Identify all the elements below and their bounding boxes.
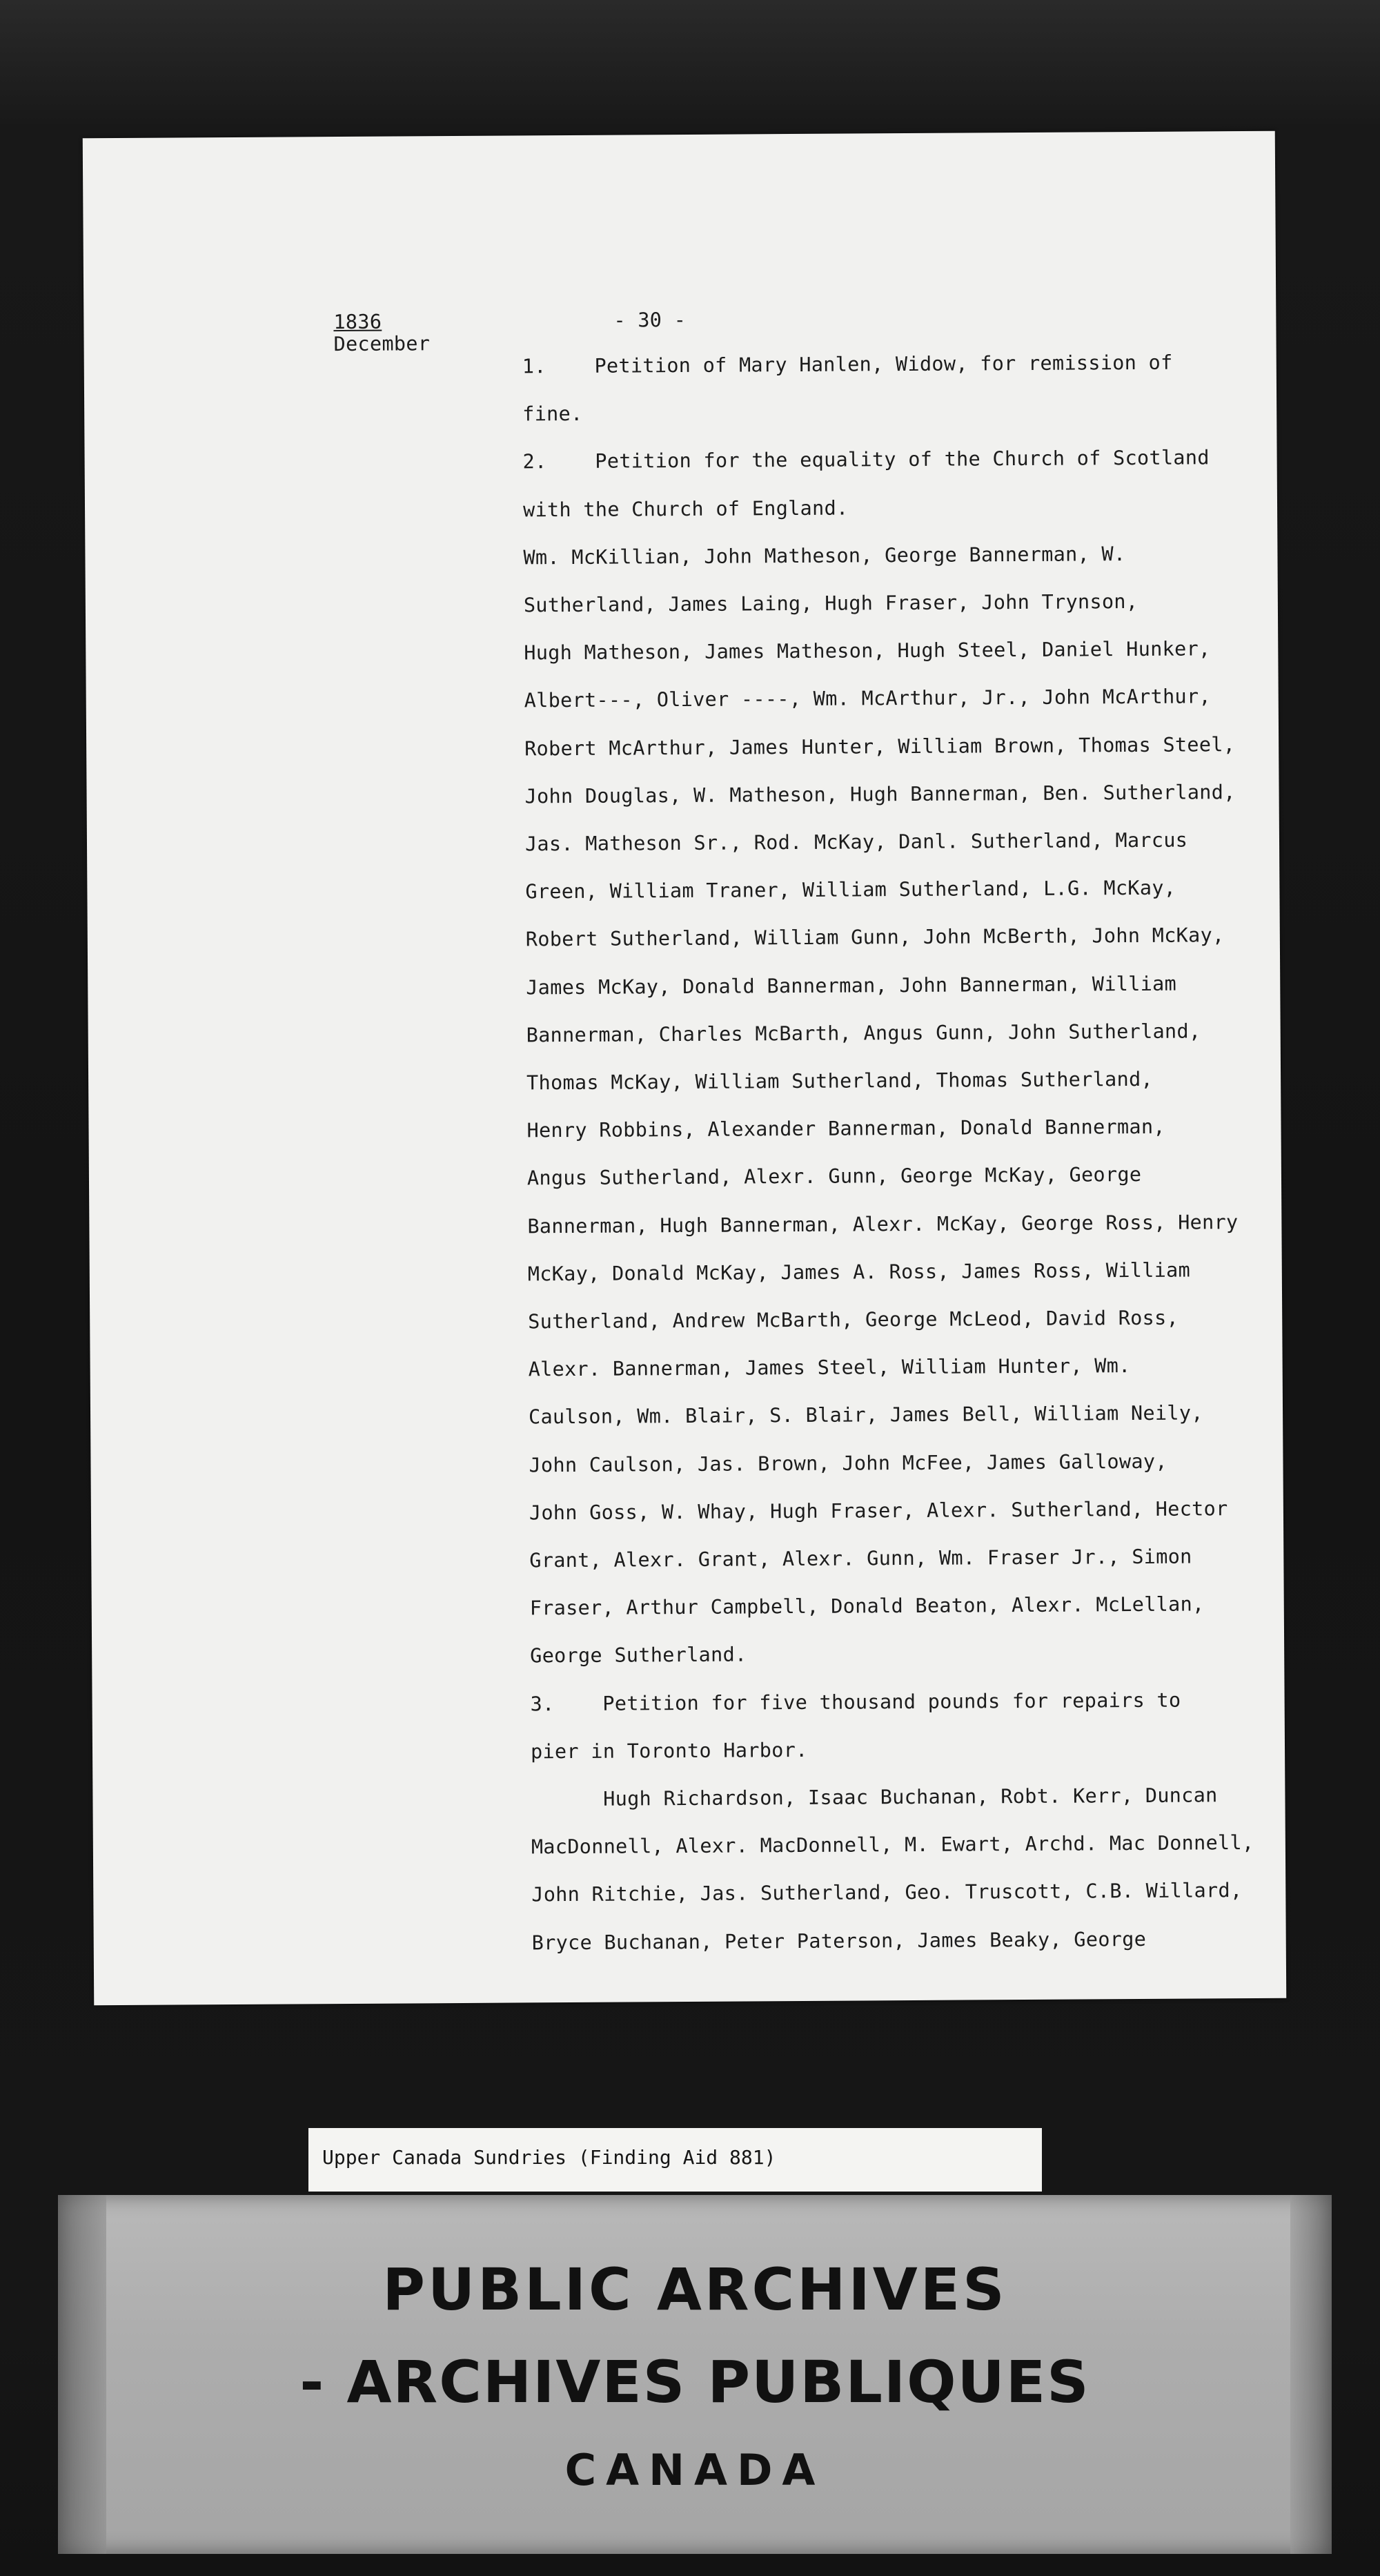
document-line: Fraser, Arthur Campbell, Donald Beaton, Alexr. McLellan, [529, 1592, 1205, 1620]
document-line: Wm. McKillian, John Matheson, George Bannerman, W. [523, 543, 1126, 569]
document-line: Caulson, Wm. Blair, S. Blair, James Bell, William Neily, [528, 1401, 1203, 1429]
document-line: Sutherland, Andrew McBarth, George McLeod, David Ross, [528, 1306, 1179, 1334]
document-line: Jas. Matheson Sr., Rod. McKay, Danl. Sutherland, Marcus [524, 828, 1188, 856]
document-line: John Ritchie, Jas. Sutherland, Geo. Truscott, C.B. Willard, [531, 1879, 1243, 1906]
document-line: Hugh Richardson, Isaac Buchanan, Robt. Kerr, Duncan [531, 1784, 1218, 1811]
document-line: Thomas McKay, William Sutherland, Thomas Sutherland, [526, 1067, 1154, 1095]
document-line: Sutherland, James Laing, Hugh Fraser, John Trynson, [523, 589, 1138, 617]
document-line: McKay, Donald McKay, James A. Ross, James Ross, William [527, 1258, 1191, 1286]
document-line: Bannerman, Charles McBarth, Angus Gunn, John Sutherland, [526, 1019, 1201, 1047]
document-line: fine. [522, 402, 583, 426]
document-line: Robert McArthur, James Hunter, William Brown, Thomas Steel, [524, 733, 1236, 761]
document-line: John Douglas, W. Matheson, Hugh Bannerman, Ben. Sutherland, [524, 781, 1236, 808]
document-line: 1. Petition of Mary Hanlen, Widow, for remission of [522, 351, 1173, 378]
page-number: - 30 - [613, 308, 687, 332]
date-year: 1836 [333, 310, 382, 334]
document-line: Robert Sutherland, William Gunn, John McBerth, John McKay, [525, 924, 1225, 951]
document-line: with the Church of England. [522, 496, 849, 522]
stamp-line-public-archives: PUBLIC ARCHIVES [382, 2256, 1007, 2323]
document-line: Henry Robbins, Alexander Bannerman, Donald Bannerman, [526, 1115, 1165, 1142]
document-line: Hugh Matheson, James Matheson, Hugh Steel, Daniel Hunker, [524, 637, 1211, 665]
document-line: Green, William Traner, William Sutherland, L.G. McKay, [525, 876, 1176, 904]
document-line: John Goss, W. Whay, Hugh Fraser, Alexr. Sutherland, Hector [529, 1497, 1228, 1525]
archives-stamp [58, 2195, 1332, 2554]
stamp-line-archives-publiques: - ARCHIVES PUBLIQUES [299, 2348, 1090, 2416]
document-line: John Caulson, Jas. Brown, John McFee, James Galloway, [529, 1450, 1167, 1477]
finding-aid-label-text: Upper Canada Sundries (Finding Aid 881) [322, 2146, 776, 2169]
document-line: MacDonnell, Alexr. MacDonnell, M. Ewart, Archd. Mac Donnell, [531, 1831, 1254, 1859]
finding-aid-label [308, 2128, 1042, 2192]
document-line: Bryce Buchanan, Peter Paterson, James Beaky, George [531, 1927, 1147, 1955]
stamp-line-canada: CANADA [564, 2445, 825, 2495]
document-line: George Sutherland. [530, 1643, 747, 1668]
document-line: Alexr. Bannerman, James Steel, William Hunter, Wm. [528, 1354, 1131, 1381]
document-line: James McKay, Donald Bannerman, John Bannerman, William [526, 972, 1177, 999]
document-line: 3. Petition for five thousand pounds for repairs to [530, 1688, 1181, 1716]
date-month: December [333, 332, 431, 356]
document-line: Albert---, Oliver ----, Wm. McArthur, Jr., John McArthur, [524, 685, 1211, 712]
document-line: 2. Petition for the equality of the Church of Scotland [522, 446, 1210, 474]
typed-document-page [83, 131, 1286, 2006]
document-line: Bannerman, Hugh Bannerman, Alexr. McKay, George Ross, Henry [527, 1211, 1239, 1238]
document-line: Angus Sutherland, Alexr. Gunn, George McKay, George [526, 1162, 1142, 1190]
document-line: pier in Toronto Harbor. [530, 1738, 808, 1764]
document-line: Grant, Alexr. Grant, Alexr. Gunn, Wm. Fraser Jr., Simon [529, 1545, 1192, 1572]
